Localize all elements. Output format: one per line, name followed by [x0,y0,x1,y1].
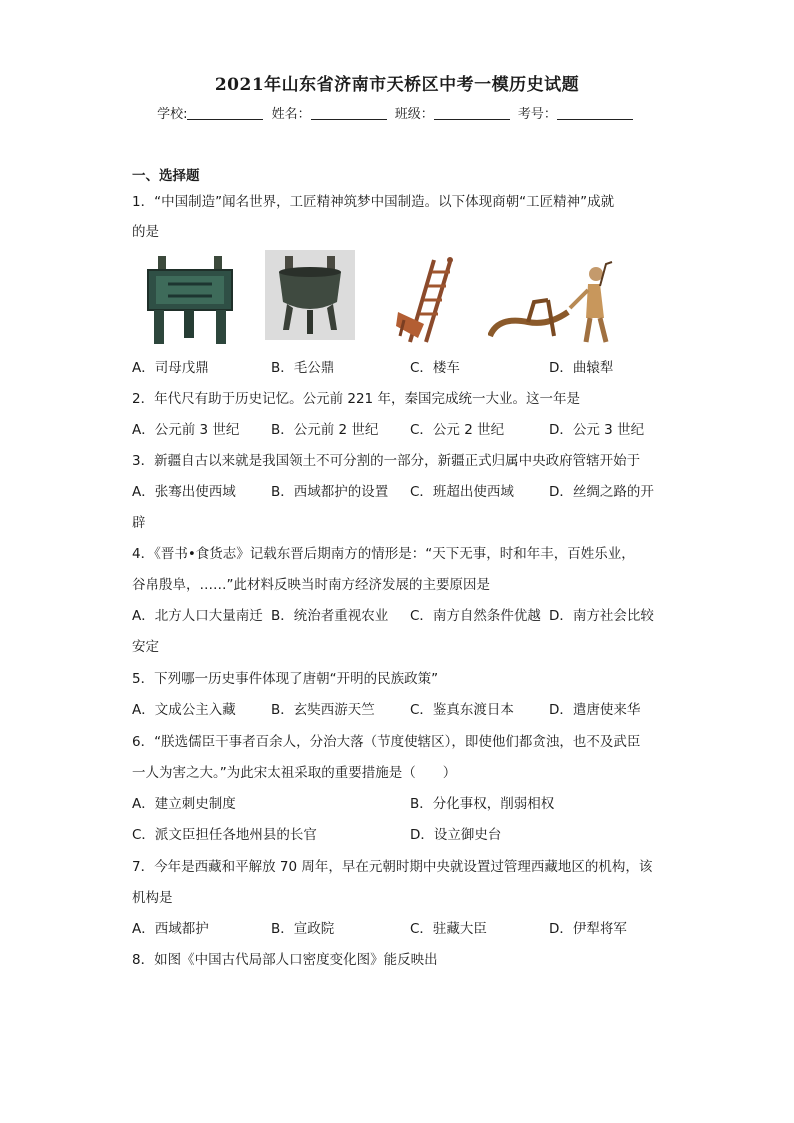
q3-stem: 3．新疆自古以来就是我国领土不可分割的一部分，新疆正式归属中央政府管辖开始于 [132,453,641,469]
q4-option-b[interactable]: B．统治者重视农业 [271,608,389,624]
q6-option-a[interactable]: A．建立刺史制度 [132,796,236,812]
plough-image [488,256,618,344]
q3-option-c[interactable]: C．班超出使西域 [410,484,514,500]
q2-option-d[interactable]: D．公元 3 世纪 [549,422,645,438]
q1-option-b[interactable]: B．毛公鼎 [271,360,335,376]
q1-option-c[interactable]: C．楼车 [410,360,460,376]
q7-stem-line2: 机构是 [132,890,173,906]
q3-option-a[interactable]: A．张骞出使西域 [132,484,236,500]
q5-option-a[interactable]: A．文成公主入藏 [132,702,236,718]
name-label: 姓名： [271,107,311,122]
q8-stem: 8．如图《中国古代局部人口密度变化图》能反映出 [132,952,438,968]
q4-option-a[interactable]: A．北方人口大量南迁 [132,608,263,624]
q6-option-c[interactable]: C．派文臣担任各地州县的长官 [132,827,317,843]
q2-option-a[interactable]: A．公元前 3 世纪 [132,422,240,438]
name-blank[interactable] [311,107,387,120]
q5-option-c[interactable]: C．鉴真东渡日本 [410,702,514,718]
q5-option-d[interactable]: D．遣唐使来华 [549,702,641,718]
q3-option-d[interactable]: D．丝绸之路的开 [549,484,654,500]
q7-stem-line1: 7．今年是西藏和平解放 70 周年，早在元朝时期中央就设置过管理西藏地区的机构，该 [132,859,653,875]
q6-stem-line2: 一人为害之大。”为此宋太祖采取的重要措施是（ ） [132,765,457,781]
q3-option-b[interactable]: B．西域都护的设置 [271,484,389,500]
q1-option-d[interactable]: D．曲辕犁 [549,360,614,376]
school-label: 学校: [157,107,188,122]
q2-option-c[interactable]: C．公元 2 世纪 [410,422,505,438]
q7-option-c[interactable]: C．驻藏大臣 [410,921,487,937]
q1-stem-line1: 1．“中国制造”闻名世界，工匠精神筑梦中国制造。以下体现商朝“工匠精神”成就 [132,194,615,210]
q6-stem-line1: 6．“朕选儒臣干事者百余人，分治大落（节度使辖区），即使他们都贪浊，也不及武臣 [132,734,641,750]
page-title: 2021年山东省济南市天桥区中考一模历史试题 [214,75,580,95]
q1-stem-line2: 的是 [132,224,159,240]
q5-option-b[interactable]: B．玄奘西游天竺 [271,702,375,718]
q4-stem-line2: 谷帛殷阜，……”此材料反映当时南方经济发展的主要原因是 [132,577,490,593]
ding-square-image [140,254,240,346]
q7-option-d[interactable]: D．伊犁将军 [549,921,627,937]
q2-stem: 2．年代尺有助于历史记忆。公元前 221 年，秦国完成统一大业。这一年是 [132,391,580,407]
q4-option-c[interactable]: C．南方自然条件优越 [410,608,541,624]
q6-option-d[interactable]: D．设立御史台 [410,827,502,843]
q4-option-d-continued: 安定 [132,639,159,655]
number-label: 考号： [517,107,557,122]
school-blank[interactable] [187,107,263,120]
student-info-line [0,103,794,122]
q7-option-a[interactable]: A．西域都护 [132,921,209,937]
q2-option-b[interactable]: B．公元前 2 世纪 [271,422,379,438]
section-title: 一、选择题 [132,168,200,184]
q6-option-b[interactable]: B．分化事权，削弱相权 [410,796,555,812]
q3-option-d-continued: 辟 [132,515,146,531]
number-blank[interactable] [557,107,633,120]
q7-option-b[interactable]: B．宣政院 [271,921,335,937]
ding-round-image [265,250,355,340]
q4-stem-line1: 4．《晋书•食货志》记载东晋后期南方的情形是：“天下无事，时和年丰，百姓乐业， [132,546,635,562]
class-label: 班级： [394,107,434,122]
class-blank[interactable] [434,107,510,120]
q5-stem: 5．下列哪一历史事件体现了唐朝“开明的民族政策” [132,671,439,687]
louche-image [390,254,480,346]
q1-option-a[interactable]: A．司母戊鼎 [132,360,209,376]
q4-option-d[interactable]: D．南方社会比较 [549,608,654,624]
